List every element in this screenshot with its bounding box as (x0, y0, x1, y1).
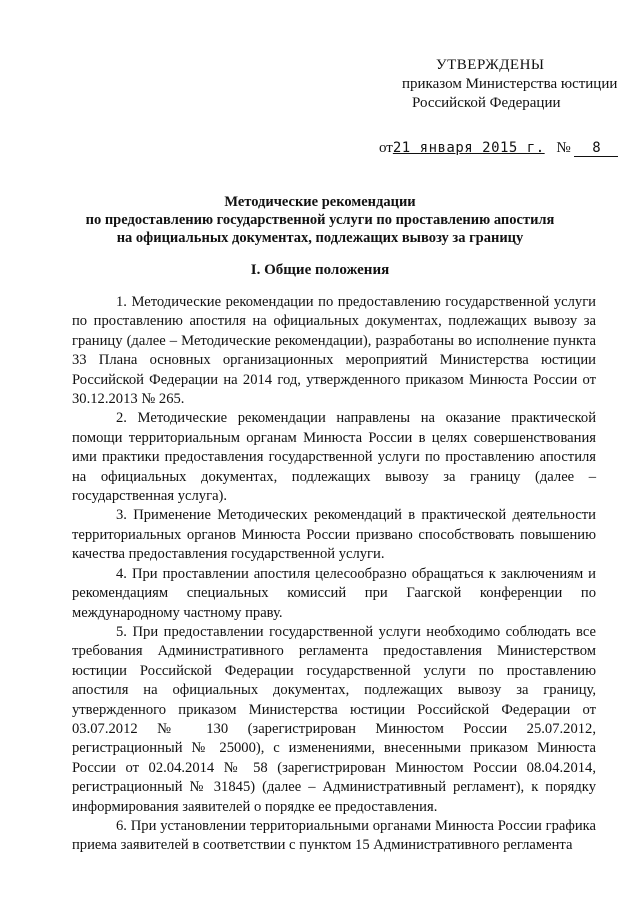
order-number-label: № (556, 140, 571, 156)
order-date: 21 января 2015 г. (392, 140, 545, 156)
approval-stamp (402, 56, 622, 113)
paragraph: 4. При проставлении апостиля целесообразно обращаться к заключениям и рекомендациям специальных комиссий при Гаагской конференции по международному частному праву. (72, 565, 596, 621)
document-title-line: по предоставлению государственной услуги по проставлению апостиля (85, 212, 555, 228)
paragraph: 5. При предоставлении государственной услуги необходимо соблюдать все требования Административного регламента предоставления Министерством юстиции Российской Федерации государственной услуги по проставлению апостиля на официальных документах, подлежащих вывозу за границу, утвержденного приказом Министерства юстиции Российской Федерации от 03.07.2012 № 130 (зарегистрирован Минюстом России 25.07.2012, регистрационный № 25000), с изменениями, внесенными приказом Минюста России от 02.04.2014 № 58 (зарегистрирован Минюстом России 08.04.2014, регистрационный № 31845) (далее – Административный регламент), к порядку информирования заявителей о порядке ее предоставления. (72, 623, 596, 815)
document-title-line: на официальных документах, подлежащих вывозу за границу (116, 230, 524, 246)
approval-line-1: приказом Министерства юстиции (402, 76, 618, 92)
order-number: 8 (574, 140, 618, 157)
paragraph: 3. Применение Методических рекомендаций в практической деятельности территориальных органов Минюста России призвано способствовать повышению качества предоставления государственной услуги. (72, 507, 596, 563)
approval-title: УТВЕРЖДЕНЫ (436, 57, 545, 73)
section-heading: I. Общие положения (250, 262, 390, 278)
document-title (60, 193, 580, 247)
paragraph: 2. Методические рекомендации направлены на оказание практической помощи территориальным органам Минюста России в целях совершенствования ими практики предоставления государственной услуги по проставлению апостиля на официальных документах, подлежащих вывозу за границу (далее – государственная услуга). (72, 410, 596, 505)
document-body (72, 293, 596, 856)
paragraph: 6. При установлении территориальными органами Минюста России графика приема заявителей в соответствии с пунктом 15 Административного регламента (72, 817, 596, 854)
order-prefix: от (379, 140, 393, 156)
order-reference (379, 140, 618, 157)
document-title-line: Методические рекомендации (224, 194, 416, 210)
approval-line-2: Российской Федерации (412, 95, 561, 111)
paragraph: 1. Методические рекомендации по предоставлению государственной услуги по проставлению апостиля на официальных документах, подлежащих вывозу за границу (далее – Методические рекомендации), разработаны во исполнение пункта 33 Плана основных организационных мероприятий Министерства юстиции Российской Федерации на 2014 год, утвержденного приказом Минюста России от 30.12.2013 № 265. (72, 294, 596, 408)
